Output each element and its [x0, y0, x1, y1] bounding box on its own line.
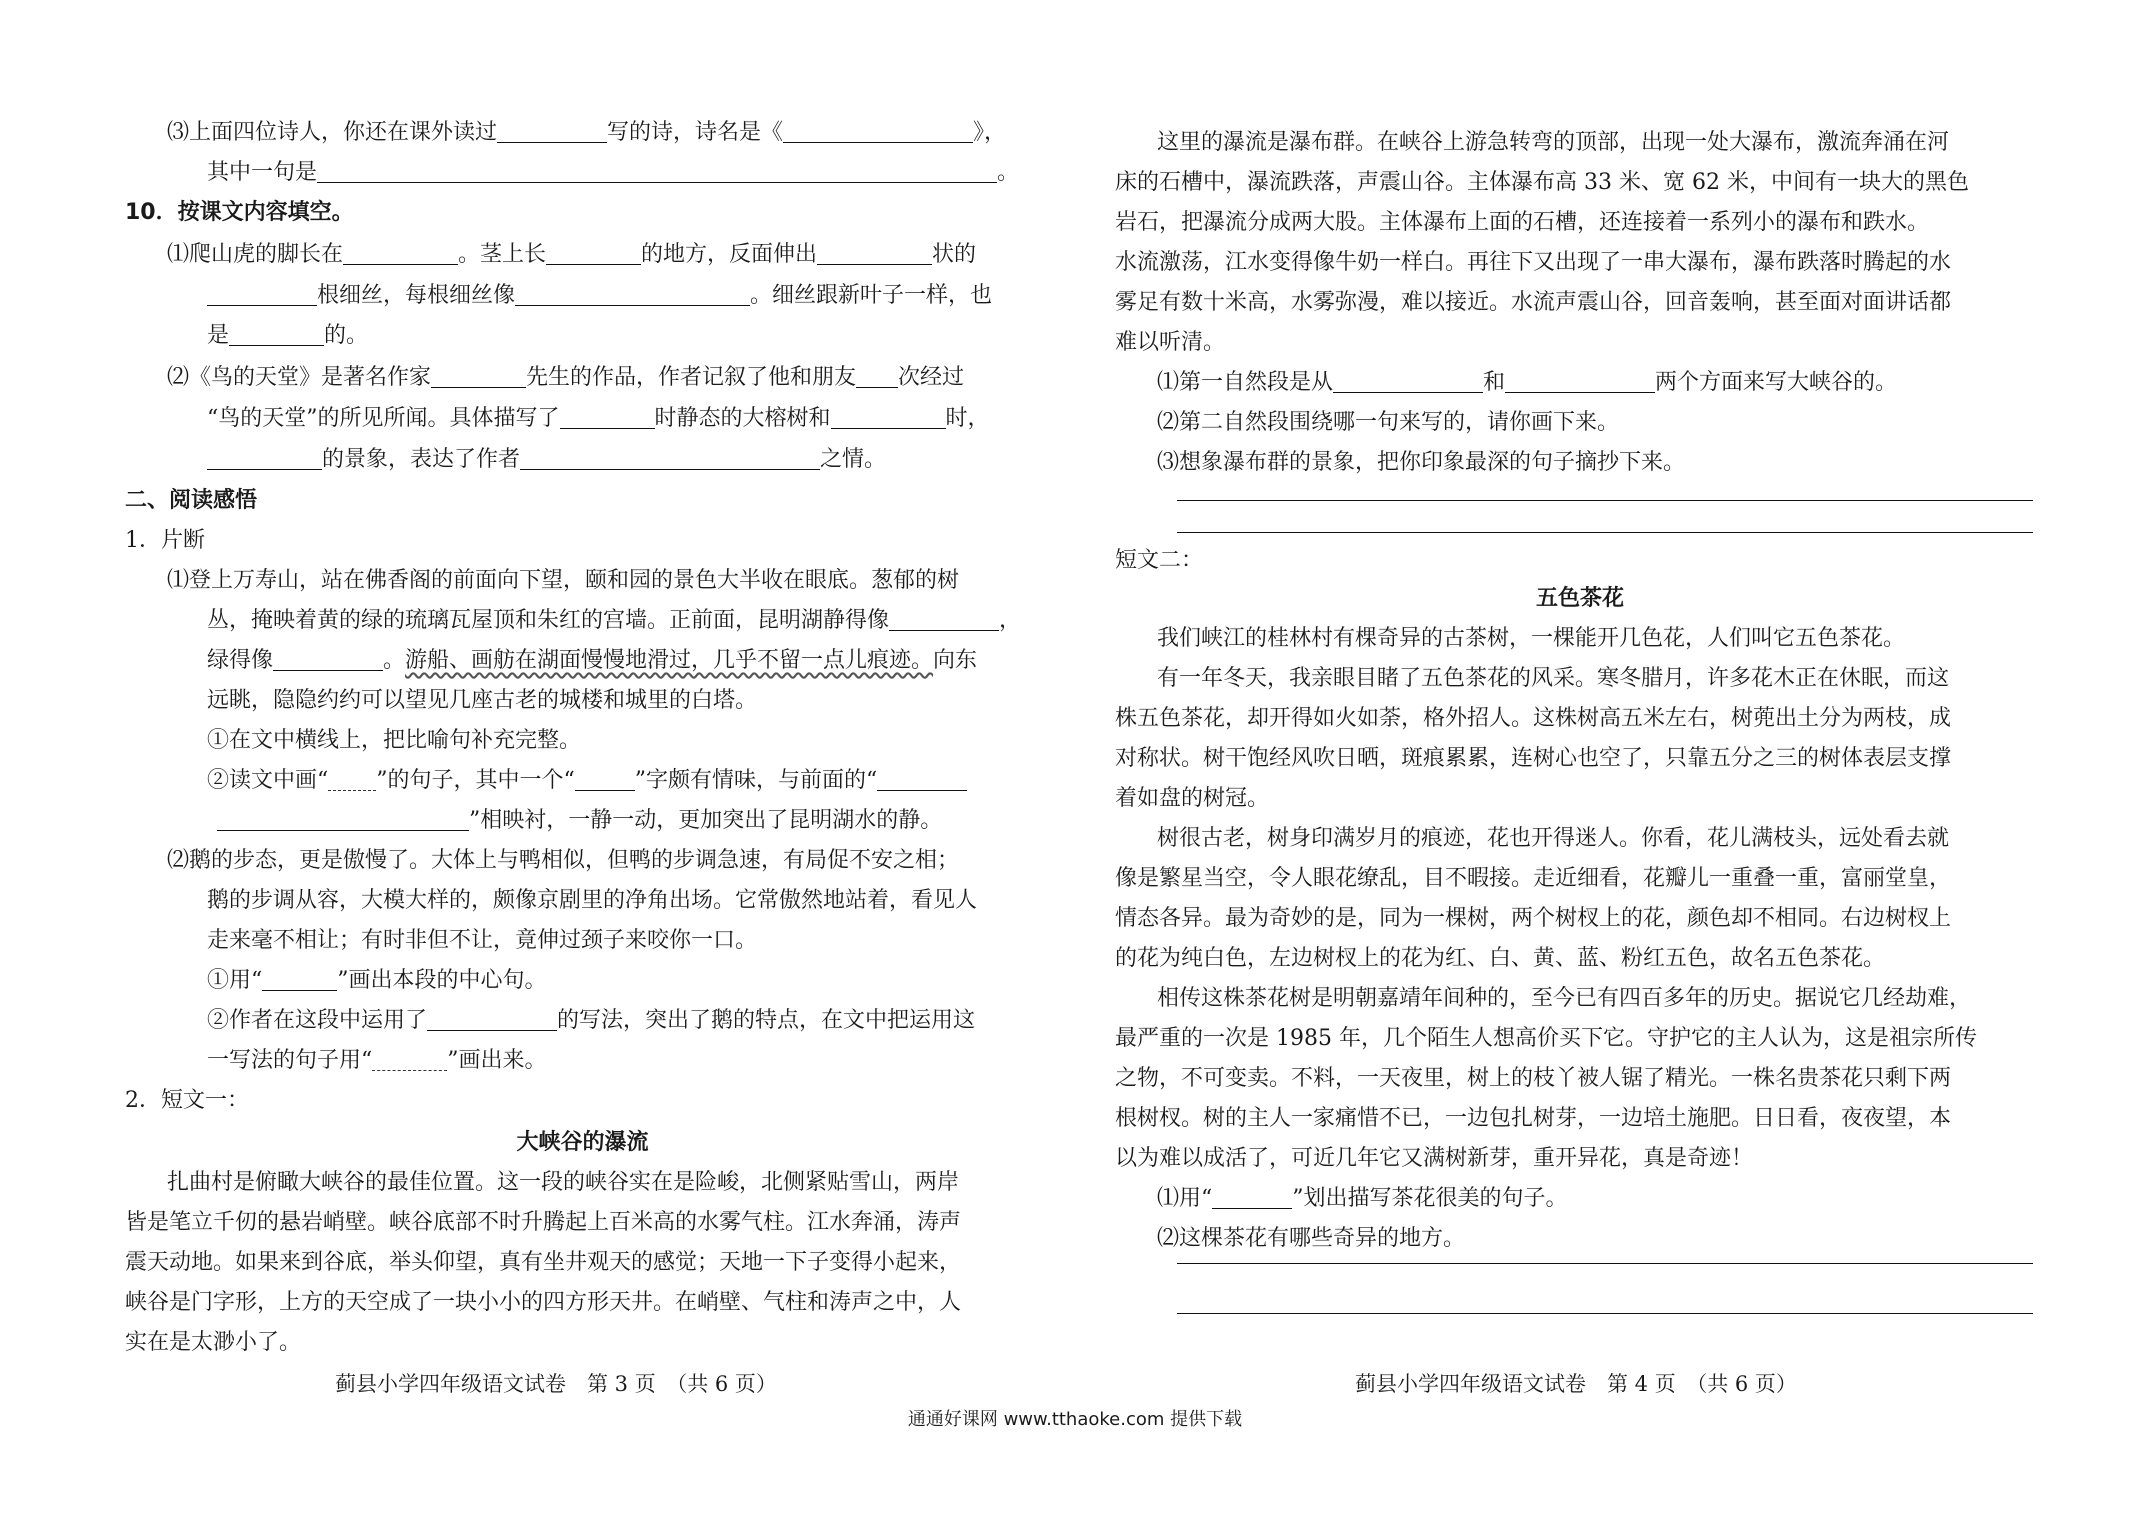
fragment-1-line4: 远眺，隐隐约约可以望见几座古老的城楼和城里的白塔。 [207, 688, 758, 713]
essay-1-line2: 皆是笔立千仞的悬岩峭壁。峡谷底部不时升腾起上百米高的水雾气柱。江水奔涌，涛声 [125, 1210, 962, 1235]
part-1-heading: 1．片断 [125, 528, 205, 553]
essay-1-cont-line1: 这里的瀑流是瀑布群。在峡谷上游急转弯的顶部，出现一处大瀑布，激流奔涌在河 [1157, 130, 1950, 155]
essay-2-heading: 短文二： [1115, 548, 1204, 573]
essay-2-p3-line2: 像是繁星当空，令人眼花缭乱，目不暇接。走近细看，花瓣儿一重叠一重，富丽堂皇， [1115, 866, 1952, 891]
fragment-1-q2-line2: ”相映衬，一静一动，更加突出了昆明湖水的静。 [217, 806, 942, 836]
essay-2-q1: ⑴用“ ”划出描写茶花很美的句子。 [1157, 1186, 1568, 1211]
fragment-2-line1: ⑵鹅的步态，更是傲慢了。大体上与鸭相似，但鸭的步调急速，有局促不安之相； [167, 848, 960, 873]
essay-1-cont-line3: 岩石，把瀑流分成两大股。主体瀑布上面的石槽，还连接着一系列小的瀑布和跌水。 [1115, 210, 1930, 235]
answer-blank[interactable] [328, 768, 376, 791]
fragment-1-line2: 丛，掩映着黄的绿的琉璃瓦屋顶和朱红的宫墙。正前面，昆明湖静得像 ， [207, 608, 1022, 633]
answer-blank[interactable] [831, 406, 946, 429]
answer-blank[interactable] [427, 1008, 557, 1031]
essay-2-p3-line3: 情态各异。最为奇妙的是，同为一棵树，两个树杈上的花，颜色却不相同。右边树杈上 [1115, 906, 1952, 931]
answer-blank[interactable] [783, 120, 973, 143]
fragment-1-q2: ②读文中画“ ”的句子，其中一个“ ”字颇有情味，与前面的“ [207, 766, 967, 796]
answer-line[interactable] [1177, 532, 2033, 533]
essay-2-p4-line4: 根树杈。树的主人一家痛惜不已，一边包扎树芽，一边培土施肥。日日看，夜夜望，本 [1115, 1106, 1952, 1131]
essay-1-q3: ⑶想象瀑布群的景象，把你印象最深的句子摘抄下来。 [1157, 450, 1686, 475]
fragment-2-q1: ①用“ ”画出本段的中心句。 [207, 968, 547, 993]
essay-1-line4: 峡谷是门字形，上方的天空成了一块小小的四方形天井。在峭壁、气柱和涛声之中，人 [125, 1290, 962, 1315]
essay-2-p4-line2: 最严重的一次是 1985 年，几个陌生人想高价买下它。守护它的主人认为，这是祖宗所传 [1115, 1026, 1977, 1051]
answer-blank[interactable] [207, 447, 322, 470]
essay-2-p4-line3: 之物，不可变卖。不料，一天夜里，树上的枝丫被人锯了精光。一株名贵茶花只剩下两 [1115, 1066, 1952, 1091]
answer-blank[interactable] [317, 160, 997, 183]
q10-p2-line1: ⑵《鸟的天堂》是著名作家 先生的作品，作者记叙了他和朋友 次经过 [167, 365, 965, 390]
answer-blank[interactable] [817, 242, 932, 265]
answer-blank[interactable] [217, 808, 469, 831]
answer-blank[interactable] [1505, 370, 1655, 393]
answer-blank[interactable] [431, 365, 526, 388]
right-page-footer: 蓟县小学四年级语文试卷 第 4 页 （共 6 页） [1355, 1372, 1797, 1396]
answer-blank[interactable] [207, 283, 317, 306]
essay-2-p4-line5: 以为难以成活了，可近几年它又满树新芽，重开异花，真是奇迹！ [1115, 1146, 1754, 1171]
answer-line[interactable] [1177, 1313, 2033, 1314]
answer-blank[interactable] [372, 1048, 447, 1071]
q9-3-line1: ⑶上面四位诗人，你还在课外读过 写的诗，诗名是《 》， [167, 120, 1007, 145]
fragment-2-line3: 走来毫不相让；有时非但不让，竟伸过颈子来咬你一口。 [207, 928, 758, 953]
q10-p1-line1: ⑴爬山虎的脚长在 。茎上长 的地方，反面伸出 状的 [167, 242, 977, 267]
answer-blank[interactable] [229, 323, 324, 346]
part-2-heading: 2．短文一： [125, 1088, 249, 1113]
essay-1-line3: 震天动地。如果来到谷底，举头仰望，真有坐井观天的感觉；天地一下子变得小起来， [125, 1250, 962, 1275]
fragment-2-q2: ②作者在这段中运用了 的写法，突出了鹅的特点，在文中把运用这 [207, 1008, 976, 1033]
fragment-2-line2: 鹅的步调从容，大模大样的，颇像京剧里的净角出场。它常傲然地站着，看见人 [207, 888, 978, 913]
fragment-1-line3: 绿得像 。游船、画舫在湖面慢慢地滑过，几乎不留一点儿痕迹。向东 [207, 648, 978, 673]
answer-blank[interactable] [1212, 1186, 1292, 1209]
fragment-1-q1: ①在文中横线上，把比喻句补充完整。 [207, 728, 582, 753]
essay-1-line1: 扎曲村是俯瞰大峡谷的最佳位置。这一段的峡谷实在是险峻，北侧紧贴雪山，两岸 [167, 1170, 960, 1195]
essay-1-cont-line6: 难以听清。 [1115, 330, 1226, 355]
answer-blank[interactable] [560, 406, 655, 429]
answer-line[interactable] [1177, 1263, 2033, 1264]
essay-2-p3-line4: 的花为纯白色，左边树杈上的花为红、白、黄、蓝、粉红五色，故名五色茶花。 [1115, 946, 1886, 971]
essay-2-q2: ⑵这棵茶花有哪些奇异的地方。 [1157, 1226, 1466, 1251]
q10-p2-line2: “鸟的天堂”的所见所闻。具体描写了 时静态的大榕树和 时， [207, 406, 990, 431]
answer-blank[interactable] [889, 608, 999, 631]
q9-3-line2: 其中一句是 。 [207, 160, 1020, 185]
answer-line[interactable] [1177, 500, 2033, 501]
essay-2-p4-line1: 相传这株茶花树是明朝嘉靖年间种的，至今已有四百多年的历史。据说它几经劫难， [1157, 986, 1972, 1011]
answer-blank[interactable] [515, 283, 750, 306]
answer-blank[interactable] [575, 768, 635, 791]
download-credit: 通通好课网 www.tthaoke.com 提供下载 [907, 1409, 1243, 1430]
q10-p2-line3: 的景象，表达了作者 之情。 [207, 445, 886, 475]
q10-p1-line3: 是 的。 [207, 323, 369, 348]
answer-blank[interactable] [262, 968, 337, 991]
q10-heading: 10．按课文内容填空。 [125, 200, 354, 225]
essay-1-cont-line4: 水流激荡，江水变得像牛奶一样白。再往下又出现了一串大瀑布，瀑布跌落时腾起的水 [1115, 250, 1952, 275]
q10-p1-line2: 根细丝，每根细丝像 。细丝跟新叶子一样，也 [207, 281, 992, 311]
left-page-footer: 蓟县小学四年级语文试卷 第 3 页 （共 6 页） [335, 1372, 777, 1396]
answer-blank[interactable] [546, 242, 641, 265]
answer-blank[interactable] [273, 648, 383, 671]
essay-1-q1: ⑴第一自然段是从 和 两个方面来写大峡谷的。 [1157, 370, 1898, 395]
essay-1-title: 大峡谷的瀑流 [516, 1130, 649, 1155]
fragment-2-q2-line2: 一写法的句子用“ ”画出来。 [207, 1048, 547, 1073]
essay-2-p3-line1: 树很古老，树身印满岁月的痕迹，花也开得迷人。你看，花儿满枝头，远处看去就 [1157, 826, 1950, 851]
answer-blank[interactable] [856, 365, 898, 388]
essay-2-p2-line1: 有一年冬天，我亲眼目睹了五色茶花的风采。寒冬腊月，许多花木正在休眠，而这 [1157, 666, 1950, 691]
answer-blank[interactable] [343, 242, 458, 265]
essay-1-cont-line5: 雾足有数十米高，水雾弥漫，难以接近。水流声震山谷，回音轰响，甚至面对面讲话都 [1115, 290, 1952, 315]
essay-2-p2-line2: 株五色茶花，却开得如火如荼，格外招人。这株树高五米左右，树蔸出土分为两枝，成 [1115, 706, 1952, 731]
fragment-1-line1: ⑴登上万寿山，站在佛香阁的前面向下望，颐和园的景色大半收在眼底。葱郁的树 [167, 568, 960, 593]
answer-blank[interactable] [1333, 370, 1483, 393]
essay-1-cont-line2: 床的石槽中，瀑流跌落，声震山谷。主体瀑布高 33 米、宽 62 米，中间有一块大的黑色 [1115, 170, 1969, 195]
essay-2-p1: 我们峡江的桂林村有棵奇异的古茶树，一棵能开几色花，人们叫它五色茶花。 [1157, 626, 1906, 651]
essay-1-q2: ⑵第二自然段围绕哪一句来写的，请你画下来。 [1157, 410, 1620, 435]
essay-2-p2-line3: 对称状。树干饱经风吹日晒，斑痕累累，连树心也空了，只靠五分之三的树体表层支撑 [1115, 746, 1952, 771]
answer-blank[interactable] [520, 447, 820, 470]
essay-2-p2-line4: 着如盘的树冠。 [1115, 786, 1270, 811]
essay-2-title: 五色茶花 [1535, 586, 1624, 611]
answer-blank[interactable] [877, 768, 967, 791]
section-2-heading: 二、阅读感悟 [125, 488, 258, 513]
answer-blank[interactable] [497, 120, 607, 143]
essay-1-line5: 实在是太渺小了。 [125, 1330, 302, 1355]
